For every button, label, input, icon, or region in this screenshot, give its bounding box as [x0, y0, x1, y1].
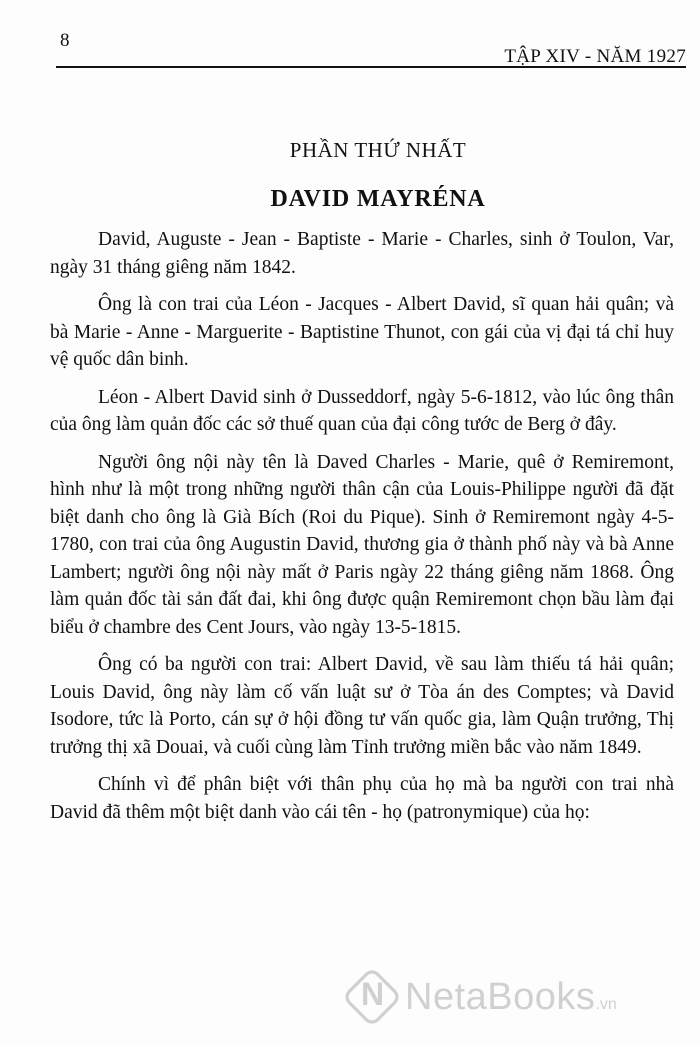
running-header: [56, 26, 686, 68]
paragraph-5: Ông có ba người con trai: Albert David, về sau làm thiếu tá hải quân; Louis David, ông này làm cố vấn luật sư ở Tòa án des Comptes; và David Isodore, tức là Porto, cán sự ở hội đồng tư vấn quốc gia, làm Quận trưởng, Thị trưởng thị xã Douai, và cuối cùng làm Tỉnh trưởng miền bắc vào năm 1849.: [50, 654, 674, 758]
paragraph-1: David, Auguste - Jean - Baptiste - Marie - Charles, sinh ở Toulon, Var, ngày 31 tháng giêng năm 1842.: [50, 229, 674, 278]
paragraph-4: Người ông nội này tên là Daved Charles - Marie, quê ở Remiremont, hình như là một trong những người thân cận của Louis-Philippe người đã đặt biệt danh cho ông là Già Bích (Roi du Pique). Sinh ở Remiremont ngày 4-5-1780, con trai của ông Augustin David, thương gia ở thành phố này và bà Anne Lambert; người ông nội này mất ở Paris ngày 22 tháng giêng năm 1868. Ông làm quản đốc tài sản đất đai, khi ông được quận Remiremont chọn bầu làm đại biểu ở chambre des Cent Jours, vào ngày 13-5-1815.: [50, 451, 674, 638]
logo-letter: N: [361, 976, 385, 1012]
watermark-domain-suffix: .vn: [595, 996, 617, 1013]
netabooks-watermark: [345, 970, 685, 1030]
paragraph-3: Léon - Albert David sinh ở Dusseddorf, ngày 5-6-1812, vào lúc ông thân của ông làm quản đốc các sở thuế quan của đại công tước de Berg ở đây.: [50, 386, 674, 435]
paragraph-2: Ông là con trai của Léon - Jacques - Albert David, sĩ quan hải quân; và bà Marie - Anne - Marguerite - Baptistine Thunot, con gái của vị đại tá chỉ huy vệ quốc dân binh.: [50, 294, 674, 370]
body-text: [50, 226, 674, 836]
part-title: PHẦN THỨ NHẤT: [289, 138, 467, 162]
chapter-title: DAVID MAYRÉNA: [270, 186, 486, 212]
paragraph-6: Chính vì để phân biệt với thân phụ của họ mà ba người con trai nhà David đã thêm một biệt danh vào cái tên - họ (patronymique) của họ:: [50, 774, 674, 823]
issue-label: TẬP XIV - NĂM 1927: [504, 46, 686, 67]
watermark-brand-name: NetaBooks: [405, 976, 596, 1018]
watermark-brand: [405, 976, 617, 1019]
page-number: 8: [60, 30, 70, 51]
